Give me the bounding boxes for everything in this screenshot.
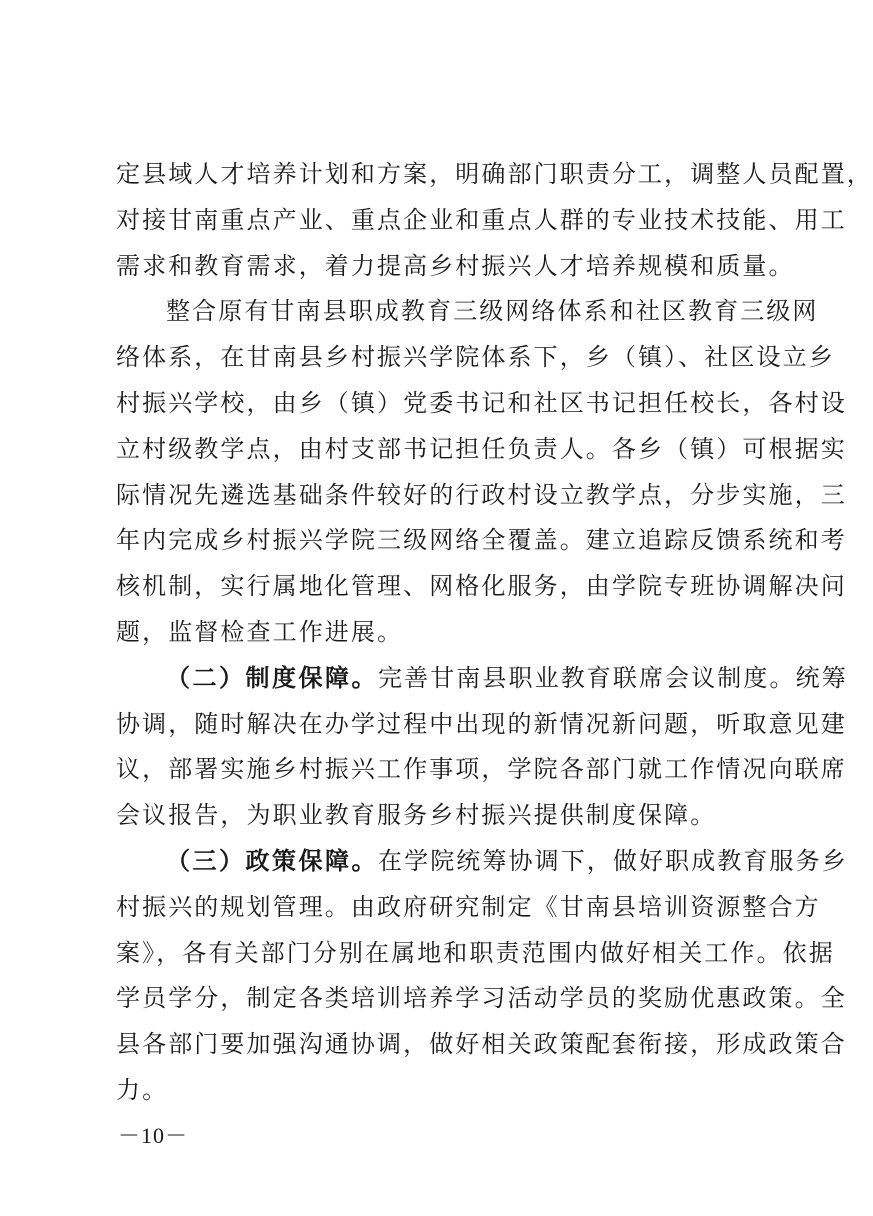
text-line <box>116 564 847 610</box>
section-heading: （三）政策保障。 <box>166 846 378 875</box>
line-text: 村振兴学校，由乡（镇）党委书记和社区书记担任校长，各村设 <box>116 388 847 417</box>
line-text: 案》，各有关部门分别在属地和职责范围内做好相关工作。依据 <box>116 938 835 967</box>
line-text: 对接甘南重点产业、重点企业和重点人群的专业技术技能、用工 <box>116 205 847 234</box>
text-line <box>116 1068 756 1114</box>
line-text: 协调，随时解决在办学过程中出现的新情况新问题，听取意见建 <box>116 709 847 738</box>
line-text: 际情况先遴选基础条件较好的行政村设立教学点，分步实施，三 <box>116 480 847 509</box>
text-line <box>116 289 819 335</box>
line-text: 需求和教育需求，着力提高乡村振兴人才培养规模和质量。 <box>116 251 795 280</box>
text-line <box>116 244 795 290</box>
text-line <box>116 381 847 427</box>
line-text: 会议报告，为职业教育服务乡村振兴提供制度保障。 <box>116 801 717 830</box>
text-line <box>116 335 835 381</box>
text-line <box>116 473 847 519</box>
line-text: 村振兴的规划管理。由政府研究制定《甘南县培训资源整合方 <box>116 892 821 921</box>
line-text: 学员学分，制定各类培训培养学习活动学员的奖励优惠政策。全 <box>116 984 847 1013</box>
text-line <box>116 747 847 793</box>
line-text: 立村级教学点，由村支部书记担任负责人。各乡（镇）可根据实 <box>116 434 847 463</box>
line-text: 完善甘南县职业教育联席会议制度。统筹 <box>378 663 848 692</box>
line-text: 络体系，在甘南县乡村振兴学院体系下，乡（镇）、社区设立乡 <box>116 343 835 372</box>
text-line <box>116 885 821 931</box>
text-line <box>116 152 873 198</box>
line-text: 核机制，实行属地化管理、网格化服务，由学院专班协调解决问 <box>116 572 847 601</box>
line-text: 定县域人才培养计划和方案，明确部门职责分工，调整人员配置， <box>116 160 873 188</box>
line-text: 议，部署实施乡村振兴工作事项，学院各部门就工作情况向联席 <box>116 755 847 784</box>
text-line <box>116 702 847 748</box>
text-line <box>116 198 847 244</box>
text-lines <box>116 152 873 1114</box>
text-line <box>116 427 847 473</box>
text-line <box>116 518 847 564</box>
text-line <box>116 976 847 1022</box>
page-number: －10－ <box>118 1123 189 1148</box>
line-text: 整合原有甘南县职成教育三级网络体系和社区教育三级网 <box>166 297 819 326</box>
text-line <box>116 931 835 977</box>
text-line <box>116 656 848 702</box>
line-text: 力。 <box>116 1075 169 1104</box>
line-text: 县各部门要加强沟通协调，做好相关政策配套衔接，形成政策合 <box>116 1030 847 1059</box>
section-heading: （二）制度保障。 <box>166 663 378 692</box>
text-line <box>116 1022 847 1068</box>
text-line <box>116 610 756 656</box>
line-text: 在学院统筹协调下，做好职成教育服务乡 <box>378 846 848 875</box>
line-text: 题，监督检查工作进展。 <box>116 617 404 646</box>
text-line <box>116 793 756 839</box>
line-text: 年内完成乡村振兴学院三级网络全覆盖。建立追踪反馈系统和考 <box>116 526 847 555</box>
document-body <box>116 152 873 1114</box>
text-line <box>116 839 848 885</box>
